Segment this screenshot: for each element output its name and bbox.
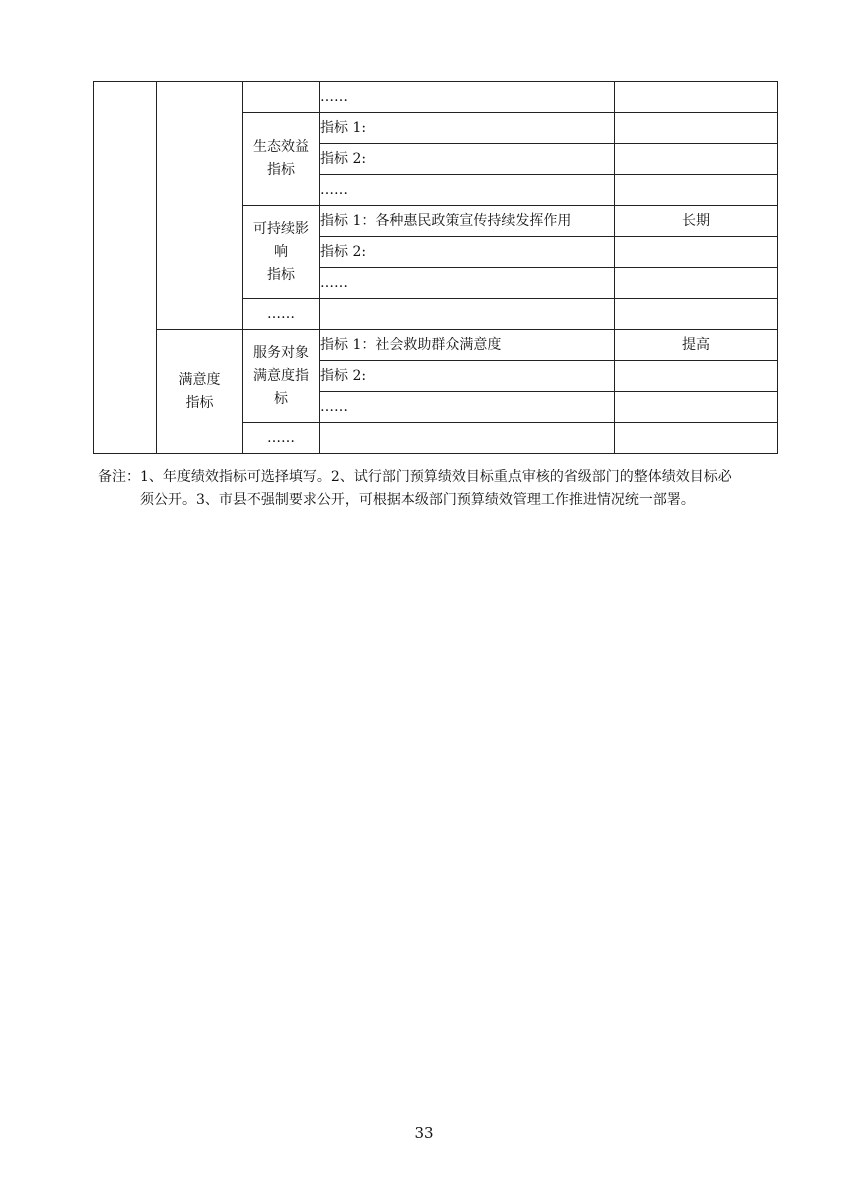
cell-text-line: 满意度	[178, 371, 221, 388]
indicator-value-cell	[615, 299, 778, 330]
indicator-value-cell	[615, 113, 778, 144]
footnote-line-2: 须公开。3、市县不强制要求公开，可根据本级部门预算绩效管理工作推进情况统一部署。	[140, 492, 695, 508]
cell-text-line: 指标	[267, 266, 295, 283]
cell-text-line: 响	[274, 243, 288, 260]
third-level-indicator-cell: ……	[243, 299, 320, 330]
indicator-value-cell	[615, 361, 778, 392]
cell-text-line: 指标	[185, 394, 214, 411]
indicator-name-cell: ……	[320, 392, 615, 423]
cell-text-line: 生态效益	[253, 139, 309, 155]
ecological-benefit-indicator-cell	[243, 113, 320, 206]
cell-text-line: 满意度指	[253, 367, 309, 384]
second-level-indicator-cell	[157, 82, 243, 330]
indicator-value-cell: 提高	[615, 330, 778, 361]
indicator-name-cell: 指标 1：社会救助群众满意度	[320, 330, 615, 361]
satisfaction-indicator-cell	[157, 330, 243, 454]
indicator-name-cell	[320, 423, 615, 454]
sustainable-impact-indicator-cell	[243, 206, 320, 299]
indicator-name-cell: 指标 1:	[320, 113, 615, 144]
indicator-value-cell	[615, 268, 778, 299]
indicator-name-cell: 指标 2:	[320, 361, 615, 392]
indicator-value-cell	[615, 144, 778, 175]
indicator-value-cell	[615, 82, 778, 113]
indicator-name-cell: 指标 2:	[320, 237, 615, 268]
cell-text-line: 可持续影	[253, 220, 309, 237]
service-satisfaction-indicator-cell	[243, 330, 320, 423]
table-footnote	[98, 466, 778, 512]
indicator-name-cell: 指标 2:	[320, 144, 615, 175]
indicator-name-cell: ……	[320, 268, 615, 299]
indicator-name-cell: ……	[320, 82, 615, 113]
third-level-indicator-cell	[243, 82, 320, 113]
indicator-name-cell	[320, 299, 615, 330]
third-level-indicator-cell: ……	[243, 423, 320, 454]
table-row	[94, 330, 778, 361]
footnote-line-1: 备注：1、年度绩效指标可选择填写。2、试行部门预算绩效目标重点审核的省级部门的整体绩效目标必	[98, 469, 732, 485]
cell-text-line: 服务对象	[253, 344, 309, 361]
indicator-value-cell	[615, 423, 778, 454]
table-row	[94, 82, 778, 113]
indicator-value-cell	[615, 237, 778, 268]
indicator-name-cell: 指标 1：各种惠民政策宣传持续发挥作用	[320, 206, 615, 237]
indicator-value-cell: 长期	[615, 206, 778, 237]
first-level-indicator-cell	[94, 82, 157, 454]
indicator-value-cell	[615, 392, 778, 423]
indicator-value-cell	[615, 175, 778, 206]
performance-indicator-table	[93, 81, 778, 454]
cell-text-line: 指标	[267, 162, 295, 178]
cell-text-line: 标	[274, 390, 288, 407]
page-number: 33	[414, 1124, 434, 1142]
indicator-name-cell: ……	[320, 175, 615, 206]
